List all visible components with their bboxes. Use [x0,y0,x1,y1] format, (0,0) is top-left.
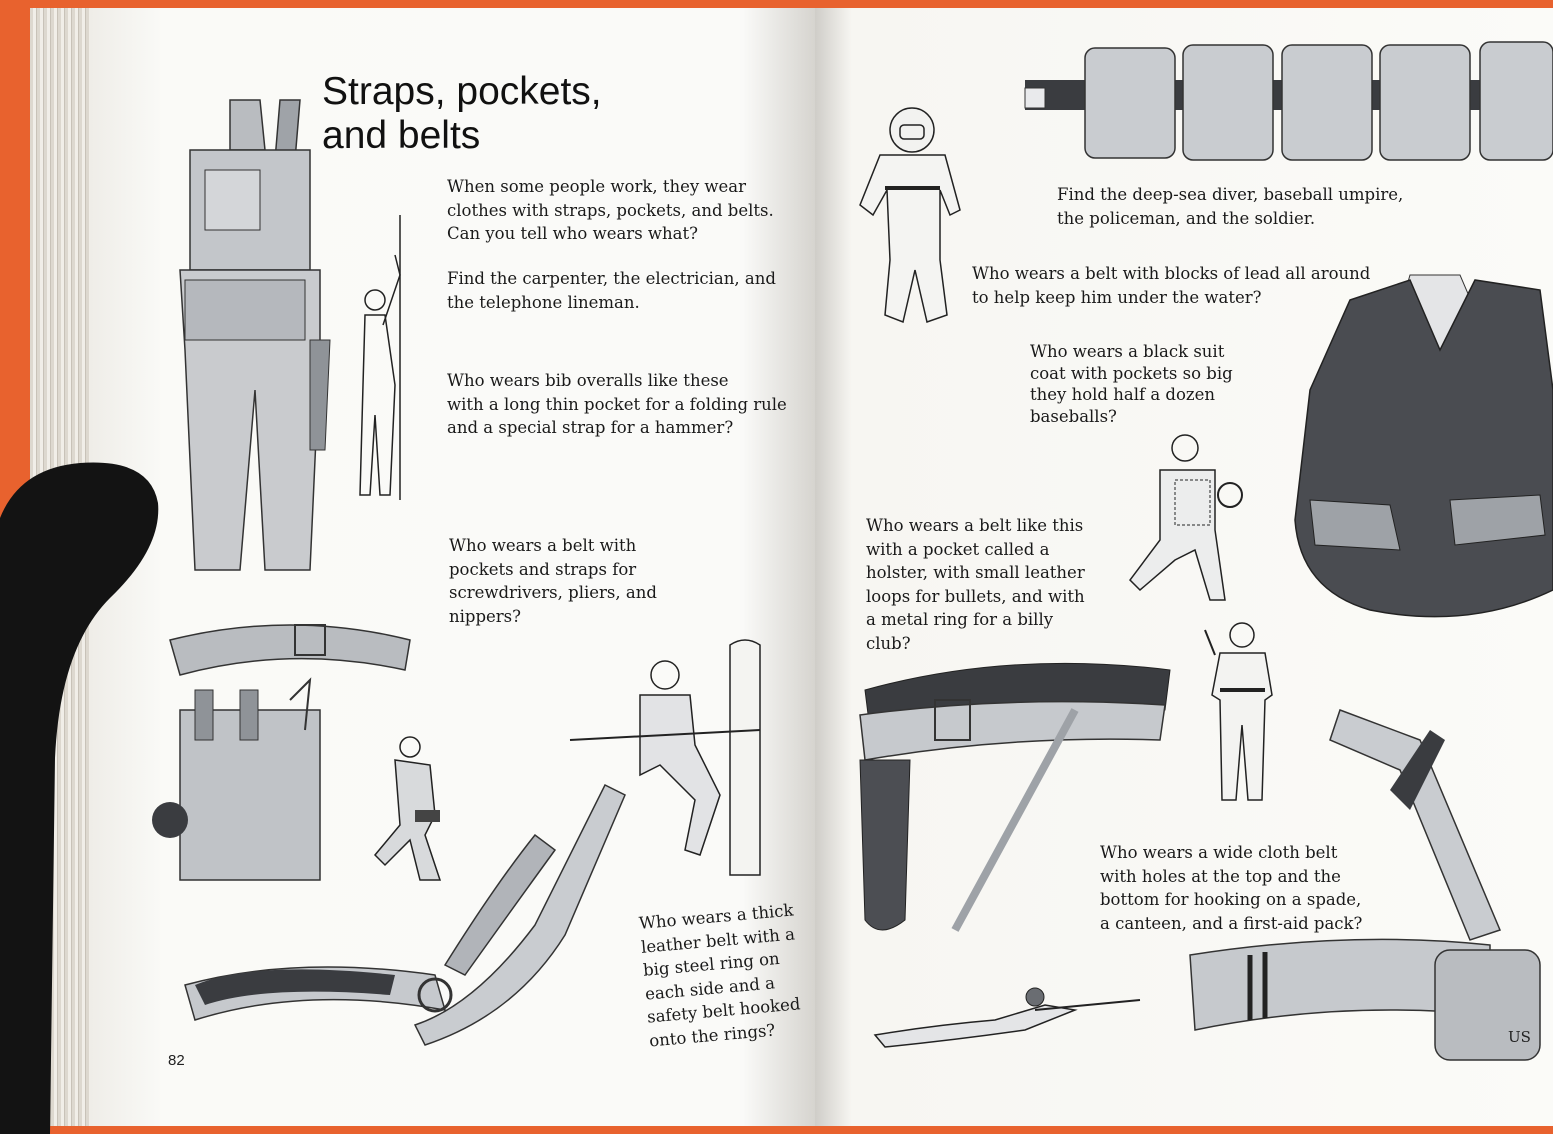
question-suit-coat: Who wears a black suit coat with pockets so big they hold half a dozen baseballs? [1030,342,1233,426]
find-workers-text: Find the carpenter, the electrician, and the telephone lineman. [447,269,776,312]
intro-text: When some people work, they wear clothes with straps, pockets, and belts. Can you tell who wears what? [447,177,774,243]
page-number: 82 [168,1052,185,1069]
soldier-figure [875,985,1145,1050]
umpire-suit-coat-illustration [1290,270,1553,630]
question-overalls: Who wears bib overalls like these with a long thin pocket for a folding rule and a special strap for a hammer? [447,371,787,437]
canteen-mark: US [1508,1028,1531,1046]
page-title: Straps, pockets, and belts [322,70,602,157]
find-uniforms-text: Find the deep-sea diver, baseball umpire, the policeman, and the soldier. [1057,185,1404,228]
lead-weight-belt-illustration [1025,40,1553,165]
thumb-shadow [0,458,160,1134]
question-lead-belt: Who wears a belt with blocks of lead all around to help keep him under the water? [972,264,1371,307]
question-tool-belt: Who wears a belt with pockets and straps for screwdrivers, pliers, and nippers? [449,536,657,626]
question-cloth-belt: Who wears a wide cloth belt with holes at the top and the bottom for hooking on a spade, a canteen, and a first-aid pack? [1100,843,1363,933]
deep-sea-diver-figure [855,100,970,330]
safety-belt-illustration [175,775,645,1075]
baseball-umpire-figure [1130,430,1245,605]
question-safety-belt: Who wears a thick leather belt with a big steel ring on each side and a safety belt hooked onto the rings? [638,900,802,1050]
carpenter-figure [355,215,425,505]
bib-overalls-illustration [170,90,350,590]
question-holster: Who wears a belt like this with a pocket called a holster, with small leather loops for bullets, and with a metal ring for a billy club? [866,516,1085,653]
